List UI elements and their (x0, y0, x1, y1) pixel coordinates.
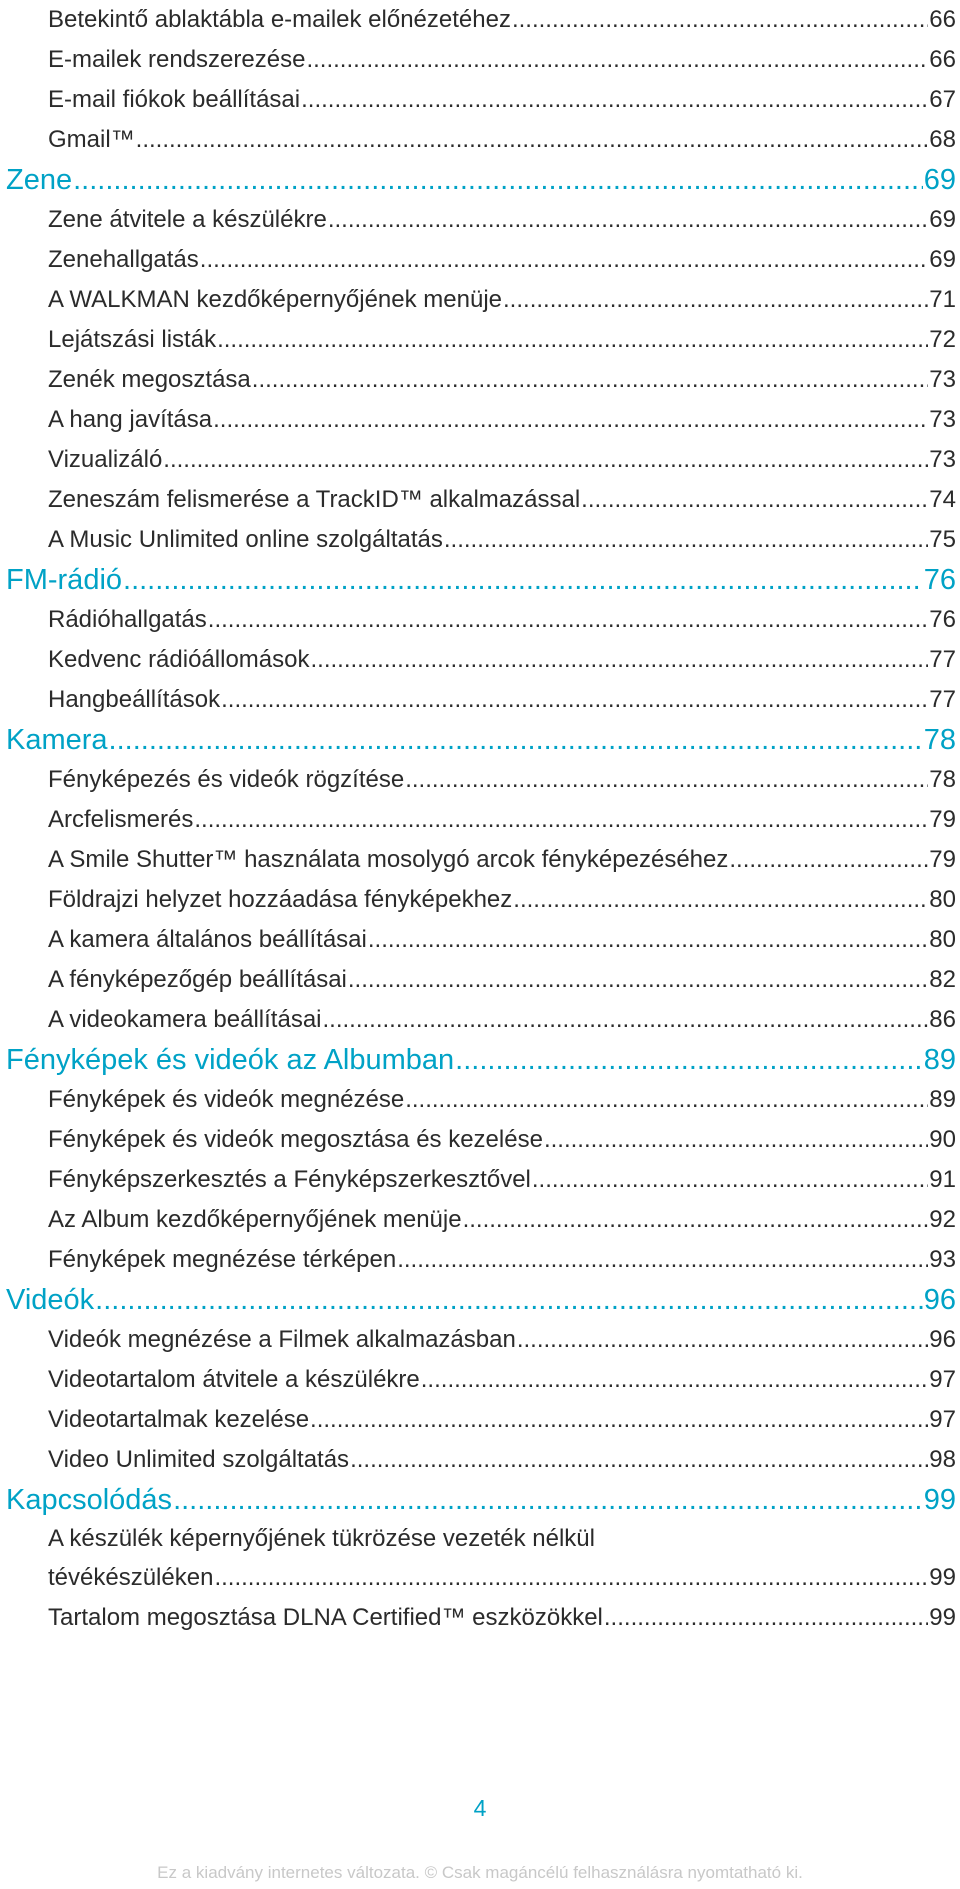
toc-entry-page: 90 (929, 1126, 956, 1153)
toc-entry-page: 67 (929, 86, 956, 113)
toc-entry-title: Fényképek és videók az Albumban (6, 1044, 455, 1076)
toc-entry-title: Fényképek és videók megnézése (48, 1086, 405, 1113)
dot-leader (405, 1080, 928, 1120)
toc-entry-title: Zene átvitele a készülékre (48, 206, 327, 233)
dot-leader (512, 0, 928, 40)
toc-entry[interactable] (0, 760, 960, 800)
toc-entry[interactable] (0, 1598, 960, 1638)
toc-entry-title: Videók megnézése a Filmek alkalmazásban (48, 1326, 516, 1353)
toc-entry[interactable] (0, 1320, 960, 1360)
footer-note: Ez a kiadvány internetes változata. © Csak magáncélú felhasználásra nyomtatható ki. (157, 1863, 803, 1882)
toc-entry-page: 91 (929, 1166, 956, 1193)
dot-leader (95, 1280, 923, 1320)
toc-entry[interactable] (0, 440, 960, 480)
toc-entry-title: Zene (6, 164, 73, 196)
toc-entry-page: 75 (929, 526, 956, 553)
toc-entry-page: 76 (923, 564, 956, 596)
toc-entry-page: 69 (929, 206, 956, 233)
toc-entry-title: Az Album kezdőképernyőjének menüje (48, 1206, 462, 1233)
toc-entry-title: A fényképezőgép beállításai (48, 966, 347, 993)
toc-entry-title-line: A készülék képernyőjének tükrözése vezeték nélkül (48, 1525, 595, 1552)
toc-entry-page: 80 (929, 926, 956, 953)
toc-entry-title: Fényképezés és videók rögzítése (48, 766, 405, 793)
dot-leader (310, 640, 928, 680)
toc-entry[interactable] (0, 320, 960, 360)
toc-entry-title: Kapcsolódás (6, 1484, 173, 1516)
dot-leader (217, 320, 928, 360)
toc-entry-title: Tartalom megosztása DLNA Certified™ eszközökkel (48, 1604, 603, 1631)
toc-entry-page: 82 (929, 966, 956, 993)
dot-leader (200, 240, 929, 280)
toc-section-entry[interactable] (0, 1480, 960, 1520)
toc-entry-page: 97 (929, 1406, 956, 1433)
dot-leader (513, 880, 928, 920)
toc-entry[interactable] (0, 800, 960, 840)
toc-entry-title: Video Unlimited szolgáltatás (48, 1446, 350, 1473)
toc-entry[interactable] (0, 1360, 960, 1400)
toc-entry-page: 77 (929, 686, 956, 713)
toc-entry-title: Gmail™ (48, 126, 135, 153)
toc-entry[interactable] (0, 480, 960, 520)
toc-entry-page: 93 (929, 1246, 956, 1273)
toc-entry-page: 73 (929, 366, 956, 393)
toc-entry-title: A kamera általános beállításai (48, 926, 367, 953)
toc-entry-title: Kamera (6, 724, 108, 756)
page-number: 4 (473, 1795, 487, 1821)
toc-entry-page: 80 (929, 886, 956, 913)
toc-entry-page: 86 (929, 1006, 956, 1033)
toc-entry-page: 79 (929, 806, 956, 833)
toc-entry-title: E-mail fiókok beállításai (48, 86, 301, 113)
toc-entry[interactable] (0, 880, 960, 920)
toc-entry[interactable] (0, 240, 960, 280)
dot-leader (517, 1320, 928, 1360)
dot-leader (463, 1200, 929, 1240)
toc-entry[interactable] (0, 200, 960, 240)
toc-entry-title: FM-rádió (6, 564, 123, 596)
toc-entry-page: 69 (923, 164, 956, 196)
dot-leader (194, 800, 928, 840)
dot-leader (109, 720, 923, 760)
toc-entry-title: Vizualizáló (48, 446, 163, 473)
toc-entry-title: Hangbeállítások (48, 686, 221, 713)
toc-entry-title: Földrajzi helyzet hozzáadása fényképekhez (48, 886, 513, 913)
dot-leader (123, 560, 923, 600)
toc-entry[interactable] (0, 1160, 960, 1200)
dot-leader (328, 200, 928, 240)
dot-leader (214, 1558, 928, 1598)
toc-entry-page: 96 (923, 1284, 956, 1316)
dot-leader (173, 1480, 923, 1520)
toc-entry-page: 73 (929, 406, 956, 433)
dot-leader (221, 680, 928, 720)
toc-entry[interactable] (0, 360, 960, 400)
toc-entry-title: Lejátszási listák (48, 326, 217, 353)
toc-entry-title: A WALKMAN kezdőképernyőjének menüje (48, 286, 503, 313)
toc-entry-page: 78 (929, 766, 956, 793)
toc-entry-page: 99 (929, 1604, 956, 1631)
toc-entry-title: Videotartalom átvitele a készülékre (48, 1366, 420, 1393)
dot-leader (301, 80, 928, 120)
dot-leader (368, 920, 928, 960)
toc-entry[interactable] (0, 960, 960, 1000)
toc-section-entry[interactable] (0, 560, 960, 600)
toc-entry[interactable] (0, 920, 960, 960)
toc-entry-page: 72 (929, 326, 956, 353)
toc-entry-page: 92 (929, 1206, 956, 1233)
dot-leader (532, 1160, 928, 1200)
dot-leader (397, 1240, 928, 1280)
toc-entry[interactable] (0, 120, 960, 160)
toc-entry-page: 97 (929, 1366, 956, 1393)
dot-leader (208, 600, 929, 640)
toc-entry[interactable] (0, 680, 960, 720)
toc-entry-title: A Smile Shutter™ használata mosolygó arcok fényképezéséhez (48, 846, 729, 873)
toc-entry[interactable] (0, 1440, 960, 1480)
toc-entry[interactable] (0, 600, 960, 640)
toc-entry-page: 89 (923, 1044, 956, 1076)
toc-entry-title: Betekintő ablaktábla e-mailek előnézetéhez (48, 6, 511, 33)
toc-entry-title: Fényképszerkesztés a Fényképszerkesztővel (48, 1166, 531, 1193)
dot-leader (73, 160, 923, 200)
toc-entry[interactable] (0, 1240, 960, 1280)
dot-leader (213, 400, 928, 440)
toc-entry-title: Fényképek és videók megosztása és kezelése (48, 1126, 543, 1153)
toc-entry-page: 69 (929, 246, 956, 273)
toc-entry[interactable] (0, 1080, 960, 1120)
dot-leader (444, 520, 928, 560)
toc-entry[interactable] (0, 80, 960, 120)
dot-leader (252, 360, 929, 400)
toc-entry-title: Arcfelismerés (48, 806, 194, 833)
dot-leader (544, 1120, 928, 1160)
toc-entry[interactable] (0, 1000, 960, 1040)
toc-entry-title: Videotartalmak kezelése (48, 1406, 310, 1433)
toc-section-entry[interactable] (0, 1280, 960, 1320)
toc-entry[interactable] (0, 1400, 960, 1440)
toc-section-entry[interactable] (0, 160, 960, 200)
toc-entry-title: Videók (6, 1284, 95, 1316)
toc-entry[interactable] (0, 640, 960, 680)
dot-leader (163, 440, 928, 480)
dot-leader (604, 1598, 928, 1638)
toc-entry-title: E-mailek rendszerezése (48, 46, 306, 73)
toc-entry[interactable] (0, 0, 960, 40)
dot-leader (136, 120, 929, 160)
toc-entry-page: 89 (929, 1086, 956, 1113)
dot-leader (455, 1040, 923, 1080)
toc-entry-title: Zenék megosztása (48, 366, 251, 393)
toc-entry-title: Kedvenc rádióállomások (48, 646, 310, 673)
toc-entry-page: 96 (929, 1326, 956, 1353)
toc-entry[interactable] (0, 280, 960, 320)
dot-leader (729, 840, 928, 880)
toc-entry-page: 99 (929, 1564, 956, 1591)
toc-entry-page: 73 (929, 446, 956, 473)
dot-leader (323, 1000, 929, 1040)
toc-entry[interactable] (0, 40, 960, 80)
toc-entry[interactable] (0, 520, 960, 560)
toc-entry-page: 79 (929, 846, 956, 873)
toc-entry[interactable] (0, 840, 960, 880)
toc-entry-title: Zenehallgatás (48, 246, 199, 273)
dot-leader (405, 760, 928, 800)
toc-entry-title: tévékészüléken (48, 1564, 214, 1591)
dot-leader (310, 1400, 928, 1440)
toc-entry-title: Zeneszám felismerése a TrackID™ alkalmazással (48, 486, 581, 513)
toc-entry[interactable] (0, 400, 960, 440)
toc-entry[interactable] (0, 1558, 960, 1598)
toc-entry-page: 78 (923, 724, 956, 756)
toc-entry-page: 99 (923, 1484, 956, 1516)
toc-entry-page: 71 (929, 286, 956, 313)
toc-entry-page: 74 (929, 486, 956, 513)
dot-leader (503, 280, 928, 320)
dot-leader (306, 40, 928, 80)
toc-entry-title: Rádióhallgatás (48, 606, 207, 633)
toc-entry-title: A videokamera beállításai (48, 1006, 322, 1033)
toc-section-entry[interactable] (0, 1040, 960, 1080)
toc-entry-title: A Music Unlimited online szolgáltatás (48, 526, 443, 553)
dot-leader (421, 1360, 929, 1400)
toc-entry[interactable] (0, 1120, 960, 1160)
toc-entry-page: 98 (929, 1446, 956, 1473)
toc-entry-page: 68 (929, 126, 956, 153)
toc-entry-title: Fényképek megnézése térképen (48, 1246, 397, 1273)
dot-leader (350, 1440, 928, 1480)
dot-leader (348, 960, 928, 1000)
toc-entry[interactable] (0, 1200, 960, 1240)
dot-leader (581, 480, 928, 520)
toc-entry-page: 66 (929, 6, 956, 33)
toc-entry-page: 77 (929, 646, 956, 673)
toc-entry-page: 76 (929, 606, 956, 633)
toc-entry-title: A hang javítása (48, 406, 213, 433)
toc-section-entry[interactable] (0, 720, 960, 760)
toc-entry-page: 66 (929, 46, 956, 73)
